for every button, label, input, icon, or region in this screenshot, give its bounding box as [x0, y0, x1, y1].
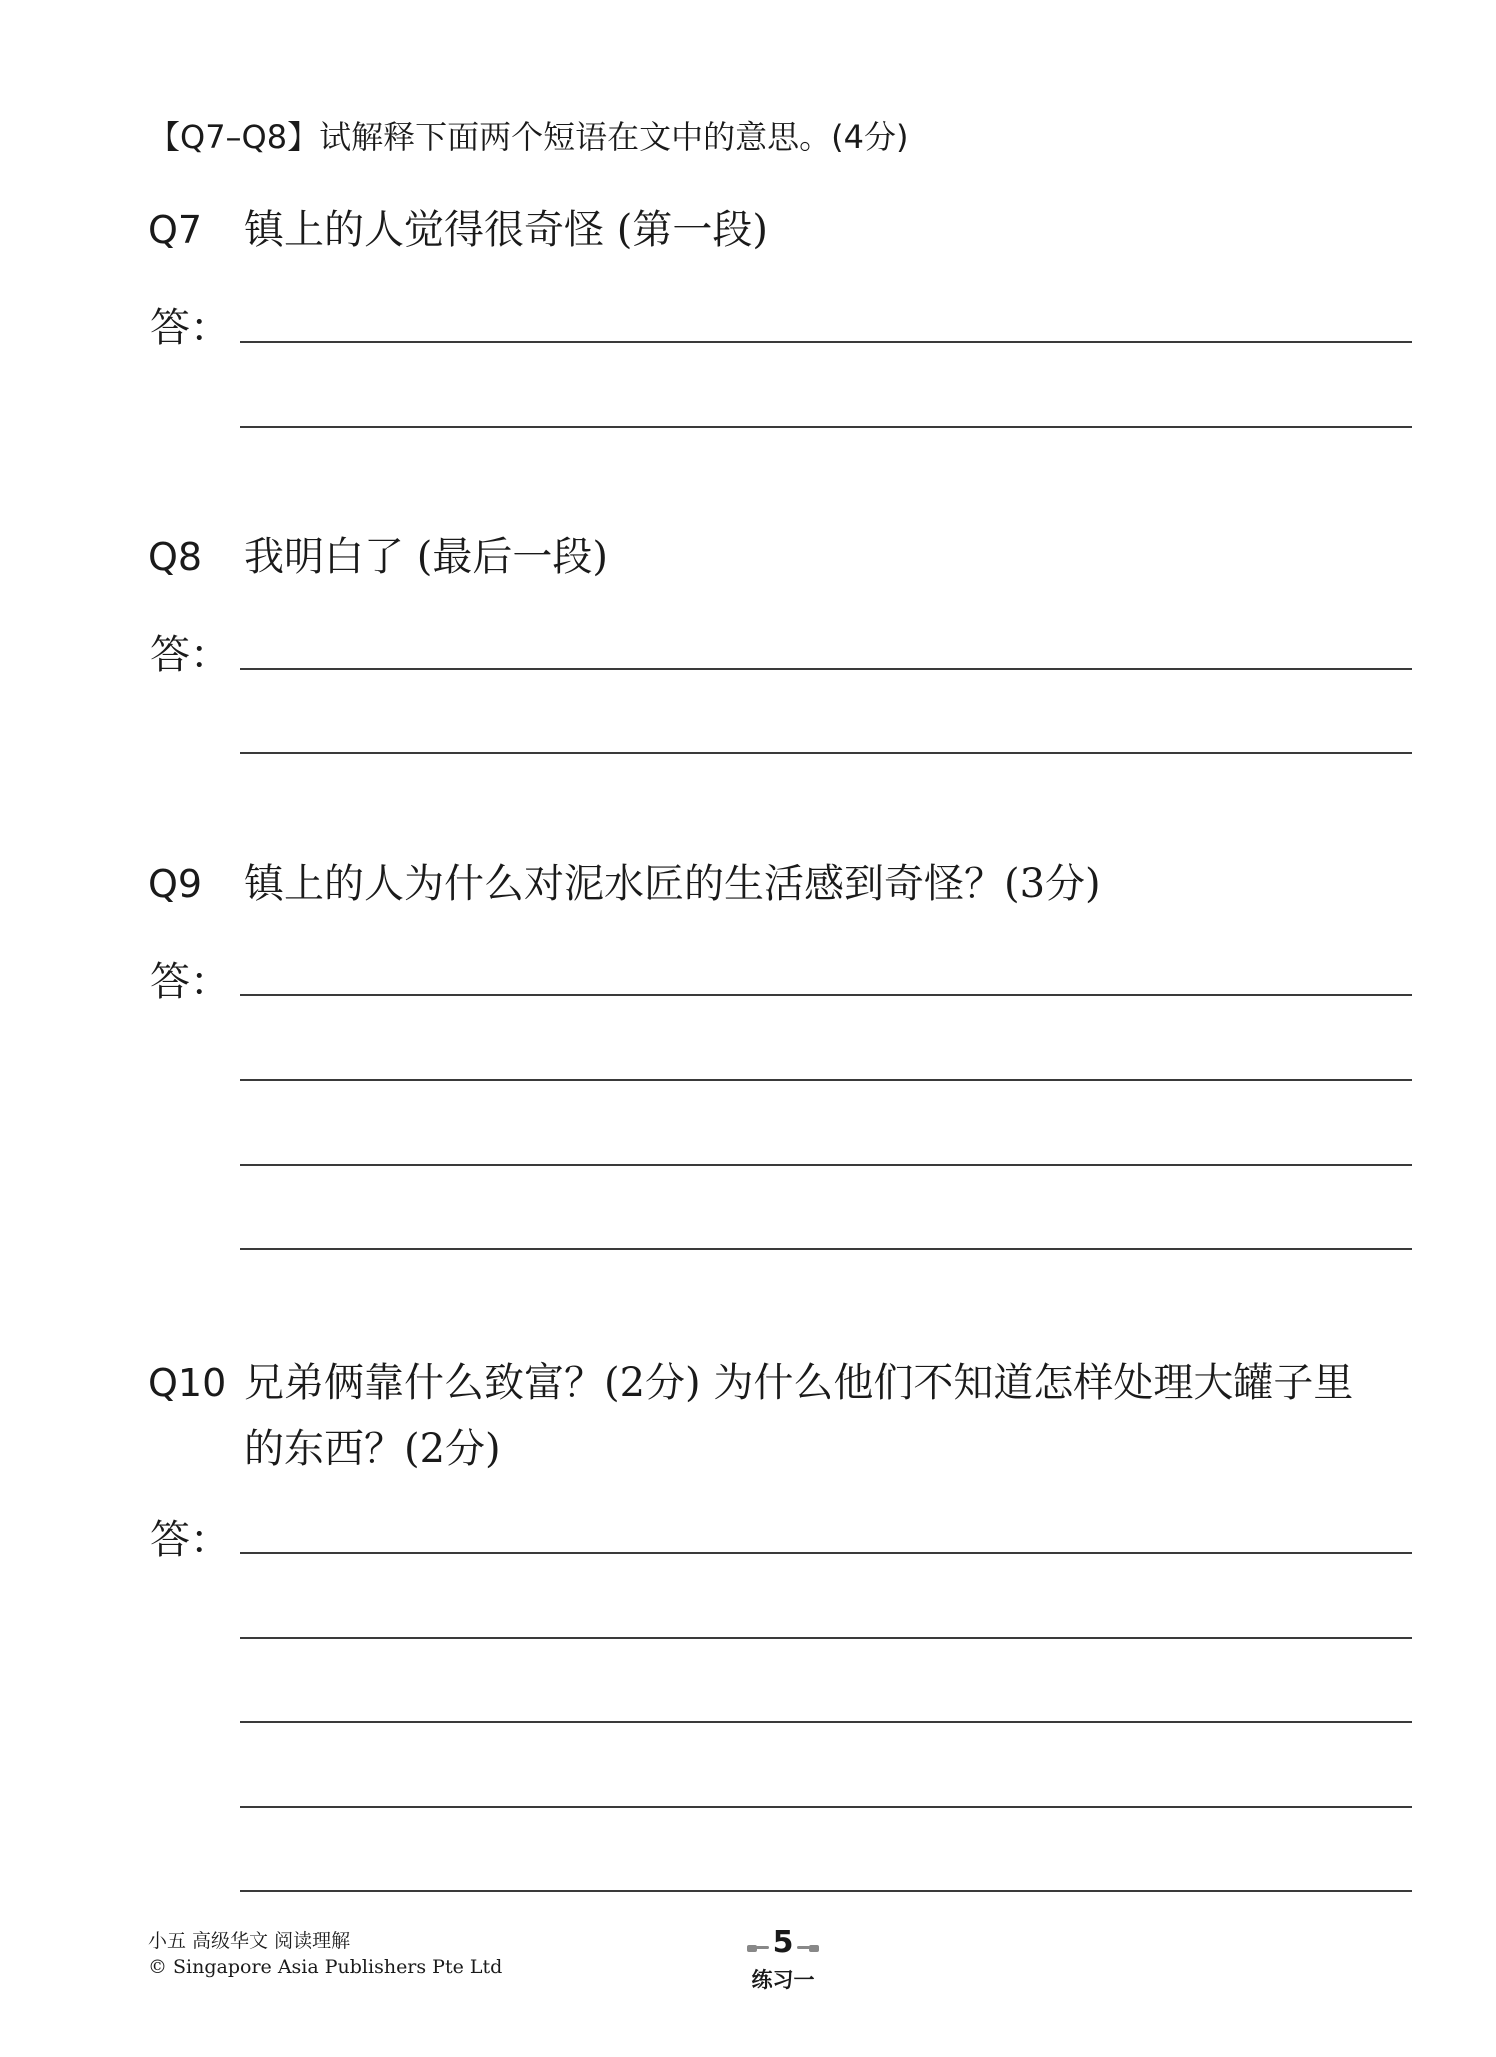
answer-label-q7: 答：	[150, 305, 230, 351]
footer-info	[148, 1928, 502, 1980]
question-text: 兄弟俩靠什么致富？(2分) 为什么他们不知道怎样处理大罐子里	[244, 1360, 1354, 1406]
answer-line[interactable]	[240, 994, 1412, 996]
pointing-hand-left-icon	[797, 1943, 819, 1953]
answer-line[interactable]	[240, 1164, 1412, 1166]
question-text: 镇上的人觉得很奇怪 (第一段)	[244, 207, 768, 253]
answer-label-q9: 答：	[150, 959, 230, 1005]
pointing-hand-right-icon	[747, 1943, 769, 1953]
question-number: Q7	[148, 208, 203, 252]
question-q7	[148, 198, 768, 255]
question-q9	[148, 852, 1101, 909]
exercise-label: 练习一	[751, 1968, 815, 1992]
answer-line[interactable]	[240, 426, 1412, 428]
answer-line[interactable]	[240, 1079, 1412, 1081]
answer-line[interactable]	[240, 1637, 1412, 1639]
question-number: Q10	[148, 1361, 227, 1405]
answer-line[interactable]	[240, 1806, 1412, 1808]
answer-line[interactable]	[240, 668, 1412, 670]
page-footer-center	[728, 1925, 838, 1994]
answer-line[interactable]	[240, 1248, 1412, 1250]
answer-line[interactable]	[240, 1552, 1412, 1554]
book-title: 小五 高级华文 阅读理解	[148, 1930, 351, 1952]
copyright: © Singapore Asia Publishers Pte Ltd	[148, 1956, 503, 1978]
answer-line[interactable]	[240, 1721, 1412, 1723]
question-q10	[148, 1350, 1353, 1482]
question-number: Q9	[148, 862, 203, 906]
question-q8	[148, 525, 608, 582]
answer-label-q10: 答：	[150, 1517, 230, 1563]
page-number: 5	[772, 1925, 794, 1960]
section-heading: 【Q7–Q8】试解释下面两个短语在文中的意思。(4分)	[148, 118, 909, 156]
question-number: Q8	[148, 535, 203, 579]
answer-line[interactable]	[240, 1890, 1412, 1892]
answer-line[interactable]	[240, 752, 1412, 754]
answer-label-q8: 答：	[150, 632, 230, 678]
question-text-continued: 的东西？(2分)	[244, 1426, 501, 1472]
question-text: 我明白了 (最后一段)	[244, 534, 608, 580]
question-text: 镇上的人为什么对泥水匠的生活感到奇怪？(3分)	[244, 861, 1101, 907]
answer-line[interactable]	[240, 341, 1412, 343]
